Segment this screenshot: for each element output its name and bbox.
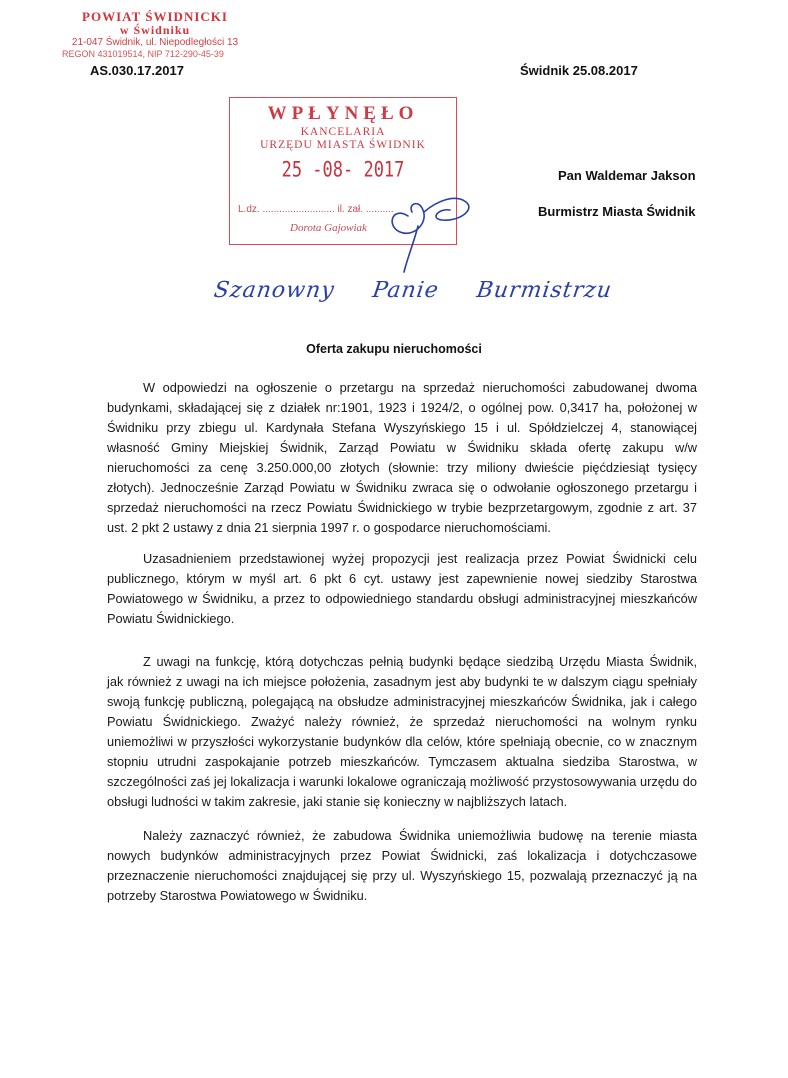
issuer-name: POWIAT ŚWIDNICKI — [82, 9, 228, 24]
paragraph-location — [107, 826, 697, 906]
receipt-stamp-ldz: L.dz. .......................... il. zał. .......... — [238, 204, 394, 215]
handwritten-signature-icon — [378, 186, 488, 276]
paragraph-line: nieruchomości za cenę 3.250.000,00 złotych (słownie: trzy miliony dwieście pięćdziesiąt tysięcy — [107, 460, 697, 475]
receipt-stamp-date: 25 -08- 2017 — [281, 157, 405, 183]
paragraph-line: Należy zaznaczyć również, że zabudowa Świdnika uniemożliwia budowę na terenie miasta — [143, 828, 697, 843]
paragraph-line: ust. 2 pkt 2 ustawy z dnia 21 sierpnia 1997 r. o gospodarce nieruchomościami. — [107, 520, 551, 535]
paragraph-line: sprzedaż nieruchomości na rzecz Powiatu Świdnickiego w trybie bezprzetargowym, zgodnie z art. 37 — [107, 500, 697, 515]
paragraph-line: własność Gminy Miejskiej Świdnik, Zarząd Powiatu w Świdniku składa ofertę zakupu w/w — [107, 440, 697, 455]
letter-subject: Oferta zakupu nieruchomości — [306, 342, 482, 356]
paragraph-line: przeznaczenie nieruchomości znajdującej się przy ul. Wyszyńskiego 15, pozwalają przeznaczyć ją na — [107, 868, 697, 883]
receipt-stamp-office: KANCELARIA — [300, 126, 386, 138]
paragraph-line: Uzasadnieniem przedstawionej wyżej propozycji jest realizacja przez Powiat Świdnicki celu — [143, 551, 697, 566]
handwritten-salutation: Szanowny Panie Burmistrzu — [212, 278, 614, 303]
paragraph-line: nowych budynków administracyjnych przez Powiat Świdnicki, zaś lokalizacja i dotychczasowe — [107, 848, 697, 863]
paragraph-line: szczególności zaś jej lokalizacja i warunki lokalowe ograniczają możliwość przystosowywania urzędu do — [107, 774, 697, 789]
paragraph-line: uniemożliwi w przyszłości wykorzystanie budynków dla celów, które spełniają obecnie, co w znacznym — [107, 734, 697, 749]
issuer-town: w Świdniku — [119, 23, 191, 37]
recipient-name: Pan Waldemar Jakson — [558, 168, 696, 183]
paragraph-justification — [107, 549, 697, 629]
issuer-address: 21-047 Świdnik, ul. Niepodległości 13 — [71, 37, 239, 48]
paragraph-line: potrzeby Starostwa Powiatowego w Świdniku. — [107, 888, 368, 903]
issuer-stamp — [60, 10, 250, 60]
paragraph-line: Powiatu Świdnickiego. — [107, 611, 235, 626]
paragraph-line: obsługi ludności w takim zakresie, jaki stanie się konieczny w najbliższych latach. — [107, 794, 568, 809]
receipt-stamp-title: WPŁYNĘŁO — [267, 103, 419, 124]
reference-number: AS.030.17.2017 — [90, 63, 184, 78]
paragraph-line: jak również z uwagi na ich miejsce położenia, zasadnym jest aby budynki te w dalszym ciągu spełniały — [107, 674, 697, 689]
paragraph-line: W odpowiedzi na ogłoszenie o przetargu na sprzedaż nieruchomości zabudowanej dwoma — [143, 380, 697, 395]
paragraph-building-function — [107, 652, 697, 812]
recipient-title: Burmistrz Miasta Świdnik — [538, 204, 696, 219]
receipt-stamp-signer: Dorota Gajowiak — [290, 222, 367, 234]
paragraph-line: swoją funkcję publiczną, polegającą na obsłudze administracyjnej mieszkańców Świdnika, jak i całego — [107, 694, 697, 709]
paragraph-line: stopniu utrudni zaspokajanie potrzeb mieszkańców. Tymczasem aktualna siedziba Starostwa, w — [107, 754, 697, 769]
receipt-stamp-office-name: URZĘDU MIASTA ŚWIDNIK — [260, 139, 426, 151]
paragraph-line: Powiatu Świdnickiego. Zważyć należy również, że sprzedaż nieruchomości na wolnym rynku — [107, 714, 697, 729]
paragraph-offer — [107, 378, 697, 538]
paragraph-line: publicznego, którym w myśl art. 6 pkt 6 cyt. ustawy jest zapewnienie nowej siedziby Starostwa — [107, 571, 697, 586]
paragraph-line: złotych). Jednocześnie Zarząd Powiatu w Świdniku zwraca się o odwołanie ogłoszonego przetargu i — [107, 480, 697, 495]
paragraph-line: Powiatowego w Świdniku, a przez to odpowiedniego standardu obsługi administracyjnej mieszkańców — [107, 591, 697, 606]
issuer-regon-nip: REGON 431019514, NIP 712-290-45-39 — [62, 49, 224, 59]
place-date: Świdnik 25.08.2017 — [520, 63, 638, 78]
paragraph-line: Świdniku przy zbiegu ul. Kardynała Stefana Wyszyńskiego 15 i ul. Spółdzielczej 4, stanowiącej — [107, 420, 697, 435]
paragraph-line: budynkami, składającej się z działek nr:1901, 1923 i 1924/2, o ogólnej pow. 0,3417 ha, położonej w — [107, 400, 697, 415]
paragraph-line: Z uwagi na funkcję, którą dotychczas pełnią budynki będące siedzibą Urzędu Miasta Świdnik, — [143, 654, 697, 669]
